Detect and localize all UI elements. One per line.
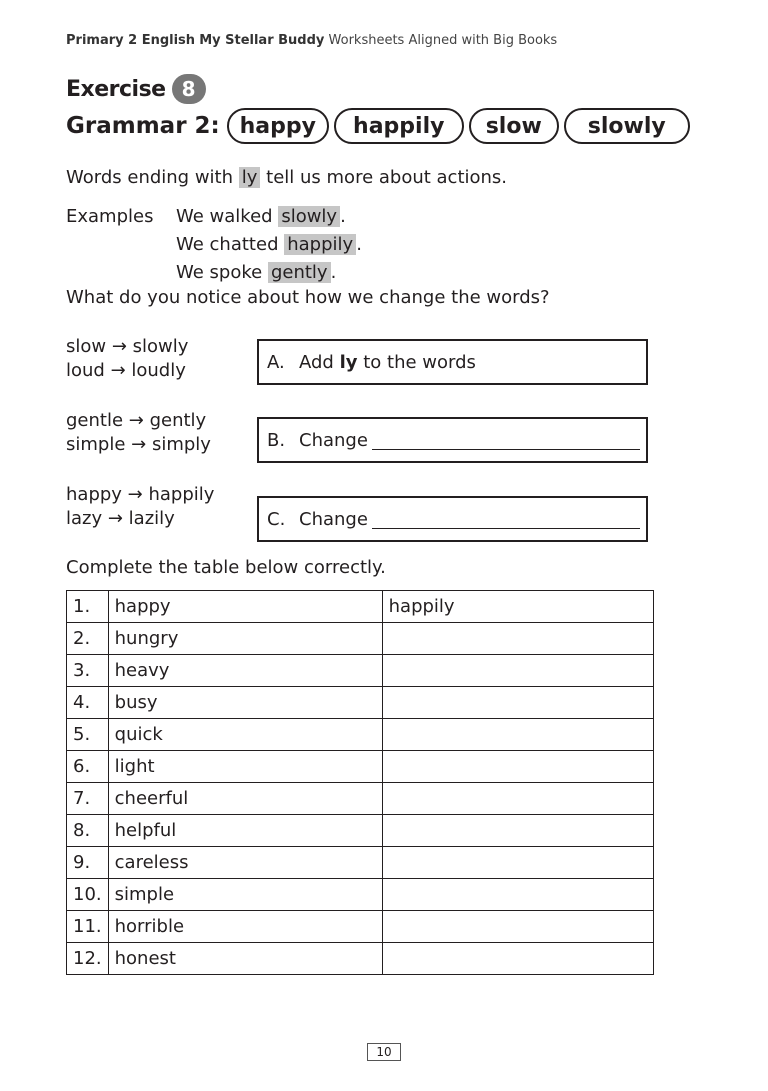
example-highlight: gently xyxy=(268,262,331,283)
base-word: careless xyxy=(108,847,382,879)
answer-cell[interactable] xyxy=(382,623,653,655)
intro-highlight: ly xyxy=(239,167,261,188)
answer-cell[interactable] xyxy=(382,815,653,847)
answer-cell[interactable] xyxy=(382,719,653,751)
answer-cell[interactable]: happily xyxy=(382,591,653,623)
answer-cell[interactable] xyxy=(382,687,653,719)
word-pill: happily xyxy=(334,108,464,144)
examples-label: Examples xyxy=(66,206,154,227)
example-text: . xyxy=(340,206,346,227)
table-row xyxy=(67,751,654,783)
word-pair: slow → slowly xyxy=(66,336,189,357)
rule-text: Change xyxy=(299,429,368,451)
word-pill: slowly xyxy=(564,108,690,144)
rule-text: to the words xyxy=(363,351,476,373)
answer-cell[interactable] xyxy=(382,783,653,815)
row-number: 8. xyxy=(67,815,109,847)
intro-text: Words ending with xyxy=(66,167,234,188)
word-pair: happy → happily xyxy=(66,484,215,505)
question-text: What do you notice about how we change the words? xyxy=(66,287,550,308)
example-line xyxy=(176,234,362,256)
base-word: heavy xyxy=(108,655,382,687)
word-pair: gentle → gently xyxy=(66,410,207,431)
grammar-title: Grammar 2: xyxy=(66,113,220,139)
base-word: happy xyxy=(108,591,382,623)
answer-cell[interactable] xyxy=(382,943,653,975)
rule-box-b xyxy=(257,417,648,463)
page-number: 10 xyxy=(367,1043,401,1061)
word-pair: lazy → lazily xyxy=(66,508,175,529)
rule-text: Add xyxy=(299,351,334,373)
example-text: . xyxy=(356,234,362,255)
rule-box-c xyxy=(257,496,648,542)
row-number: 2. xyxy=(67,623,109,655)
row-number: 7. xyxy=(67,783,109,815)
rule-letter: A. xyxy=(267,351,285,373)
base-word: simple xyxy=(108,879,382,911)
table-row xyxy=(67,943,654,975)
grammar-heading xyxy=(66,108,695,144)
header-subject: Primary 2 English xyxy=(66,33,196,48)
exercise-number-badge: 8 xyxy=(172,74,206,104)
header-rest: Worksheets Aligned with Big Books xyxy=(328,33,558,48)
answer-blank-line[interactable] xyxy=(372,510,640,529)
answer-cell[interactable] xyxy=(382,879,653,911)
base-word: light xyxy=(108,751,382,783)
rule-letter: B. xyxy=(267,429,286,451)
word-pill: slow xyxy=(469,108,559,144)
base-word: horrible xyxy=(108,911,382,943)
example-highlight: happily xyxy=(284,234,356,255)
example-line xyxy=(176,262,336,284)
example-text: We walked xyxy=(176,206,273,227)
rule-letter: C. xyxy=(267,508,286,530)
row-number: 4. xyxy=(67,687,109,719)
table-row xyxy=(67,783,654,815)
row-number: 10. xyxy=(67,879,109,911)
example-text: We spoke xyxy=(176,262,263,283)
intro-sentence xyxy=(66,167,507,189)
exercise-heading xyxy=(66,74,206,104)
base-word: helpful xyxy=(108,815,382,847)
base-word: honest xyxy=(108,943,382,975)
table-row xyxy=(67,879,654,911)
row-number: 12. xyxy=(67,943,109,975)
header-series: My Stellar Buddy xyxy=(199,33,325,48)
table-row xyxy=(67,815,654,847)
base-word: quick xyxy=(108,719,382,751)
rule-box-a xyxy=(257,339,648,385)
table-row xyxy=(67,623,654,655)
exercise-label: Exercise xyxy=(66,76,166,102)
page-header xyxy=(66,33,557,48)
answer-cell[interactable] xyxy=(382,751,653,783)
table-row xyxy=(67,687,654,719)
rule-bold: ly xyxy=(339,351,358,373)
row-number: 6. xyxy=(67,751,109,783)
example-text: . xyxy=(330,262,337,283)
table-instruction: Complete the table below correctly. xyxy=(66,557,386,578)
word-pill: happy xyxy=(227,108,329,144)
adverb-table xyxy=(66,590,654,975)
example-highlight: slowly xyxy=(278,206,340,227)
example-line xyxy=(176,206,346,228)
answer-blank-line[interactable] xyxy=(372,431,640,450)
word-pair: simple → simply xyxy=(66,434,211,455)
row-number: 9. xyxy=(67,847,109,879)
table-row xyxy=(67,911,654,943)
rule-text: Change xyxy=(299,508,368,530)
answer-cell[interactable] xyxy=(382,911,653,943)
answer-cell[interactable] xyxy=(382,655,653,687)
table-row xyxy=(67,655,654,687)
row-number: 1. xyxy=(67,591,109,623)
table-row xyxy=(67,847,654,879)
table-row xyxy=(67,591,654,623)
base-word: hungry xyxy=(108,623,382,655)
word-pair: loud → loudly xyxy=(66,360,186,381)
intro-text: tell us more about actions. xyxy=(266,167,508,188)
row-number: 3. xyxy=(67,655,109,687)
example-text: We chatted xyxy=(176,234,279,255)
answer-cell[interactable] xyxy=(382,847,653,879)
base-word: cheerful xyxy=(108,783,382,815)
row-number: 5. xyxy=(67,719,109,751)
table-row xyxy=(67,719,654,751)
row-number: 11. xyxy=(67,911,109,943)
base-word: busy xyxy=(108,687,382,719)
